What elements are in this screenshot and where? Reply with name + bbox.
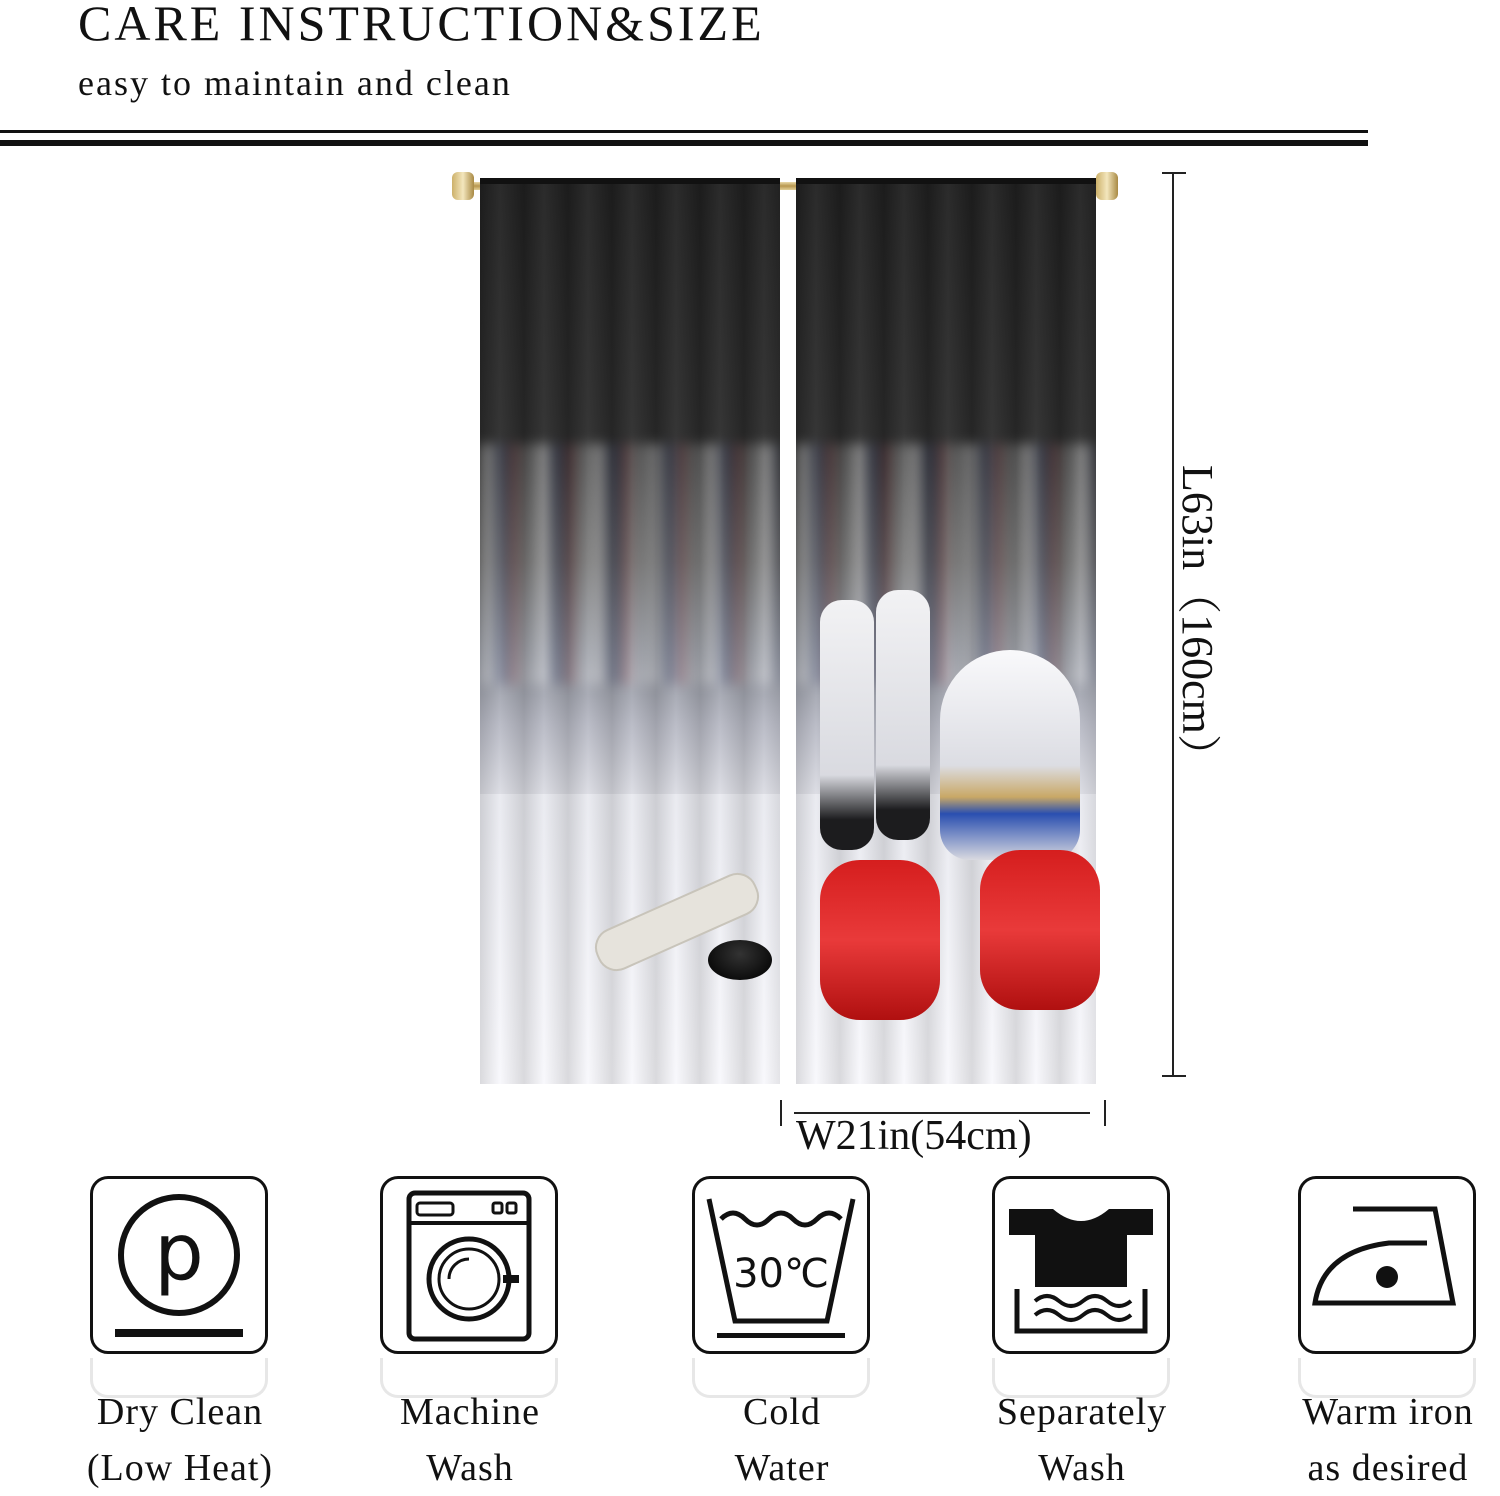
washing-machine-icon <box>383 1179 555 1351</box>
hockey-helmet <box>940 650 1080 860</box>
care-item-cold-water <box>692 1176 872 1489</box>
hockey-glove <box>820 860 940 1020</box>
length-label: L63in（160cm） <box>1173 465 1222 778</box>
care-label-line2: as desired <box>1307 1447 1469 1489</box>
length-dimension-cap <box>1162 1075 1186 1077</box>
care-label-line1: Cold <box>743 1391 821 1433</box>
care-label-line2: (Low Heat) <box>86 1447 274 1489</box>
width-label: W21in(54cm) <box>796 1113 1032 1159</box>
width-dimension-cap <box>780 1100 782 1126</box>
page-subtitle: easy to maintain and clean <box>78 63 512 103</box>
care-item-separately-wash <box>992 1176 1172 1489</box>
rod-finial-right <box>1096 172 1118 200</box>
care-item-dry-clean <box>86 1176 274 1489</box>
care-label-line1: Warm iron <box>1302 1391 1474 1433</box>
wash-temp-text: 30℃ <box>733 1251 829 1297</box>
page-title: CARE INSTRUCTION&SIZE <box>78 0 765 51</box>
iron-icon <box>1301 1179 1473 1351</box>
length-dimension-cap <box>1162 172 1186 174</box>
hockey-puck <box>708 940 772 980</box>
shirt-in-water-icon <box>995 1179 1167 1351</box>
divider-thick <box>0 140 1368 146</box>
rod-finial-left <box>452 172 474 200</box>
care-label-line1: Machine <box>400 1391 540 1433</box>
dry-clean-icon <box>93 1179 265 1351</box>
care-item-warm-iron <box>1298 1176 1478 1489</box>
width-dimension-cap <box>1104 1100 1106 1126</box>
care-label-line2: Wash <box>426 1447 514 1489</box>
care-item-machine-wash <box>380 1176 560 1489</box>
hockey-skate <box>876 590 930 840</box>
curtain-product-image <box>440 160 1160 1090</box>
care-label-line1: Dry Clean <box>96 1391 264 1433</box>
divider-thin <box>0 130 1368 133</box>
care-label-line1: Separately <box>996 1391 1168 1433</box>
care-label-line2: Wash <box>1038 1447 1126 1489</box>
svg-text:p: p <box>154 1208 204 1298</box>
care-label-line2: Water <box>734 1447 830 1489</box>
hockey-skate <box>820 600 874 850</box>
wash-basin-icon <box>695 1179 867 1351</box>
hockey-glove <box>980 850 1100 1010</box>
